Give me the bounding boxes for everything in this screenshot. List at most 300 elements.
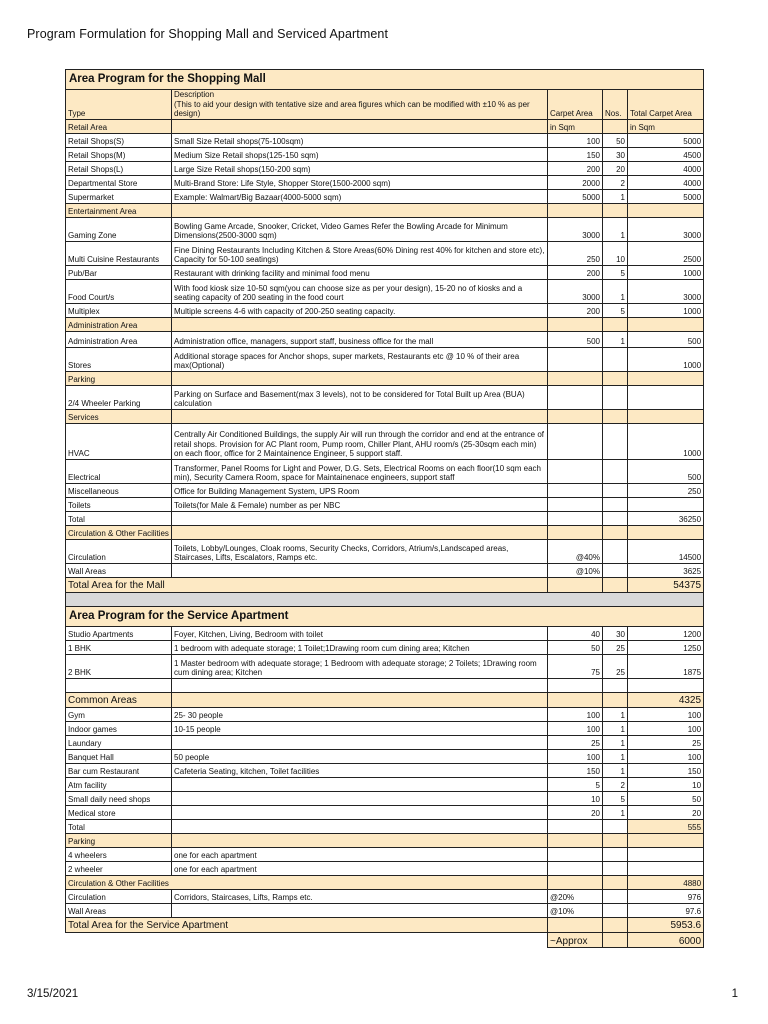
- total-carpet-area-cell: 3000: [628, 217, 704, 241]
- header-description: Description (This to aid your design with tentative size and area figures which can be modified with ±10 % as per design): [172, 90, 548, 120]
- table-cell: [628, 409, 704, 423]
- total-carpet-area-cell: 100: [628, 707, 704, 721]
- description-cell: Centrally Air Conditioned Buildings, the supply Air will run through the corridor and end at the entrance of retail shops. Provision for AC Plant room, Pump room, Chiller Plant, AHU room/s (25-30sqm each min) on each floor, office for 2 Maintainence Engineer, 5 support staff.: [172, 423, 548, 459]
- table-row: [66, 903, 704, 917]
- page-number: 1: [731, 988, 738, 1000]
- unit-label: in Sqm: [548, 119, 603, 133]
- table-cell: [548, 875, 603, 889]
- table-cell: [548, 577, 603, 592]
- table-row: [66, 331, 704, 347]
- carpet-area-cell: 3000: [548, 217, 603, 241]
- total-carpet-area-cell: 150: [628, 763, 704, 777]
- table-row: [66, 217, 704, 241]
- description-cell: Additional storage spaces for Anchor shops, super markets, Restaurants etc @ 10 % of their area max(Optional): [172, 347, 548, 371]
- type-cell: Small daily need shops: [66, 791, 172, 805]
- nos-cell: 1: [603, 735, 628, 749]
- carpet-area-cell: 200: [548, 265, 603, 279]
- total-carpet-area-cell: 1250: [628, 640, 704, 654]
- table-cell: [603, 889, 628, 903]
- section-row-parking: [66, 371, 704, 385]
- carpet-area-cell: 100: [548, 721, 603, 735]
- nos-cell: 5: [603, 303, 628, 317]
- type-cell: Miscellaneous: [66, 483, 172, 497]
- total-carpet-area-cell: 100: [628, 749, 704, 763]
- table-cell: [172, 525, 548, 539]
- description-cell: 1 bedroom with adequate storage; 1 Toilet;1Drawing room cum dining area; Kitchen: [172, 640, 548, 654]
- table-cell: [628, 525, 704, 539]
- description-cell: [172, 511, 548, 525]
- common-total-value: 555: [628, 819, 704, 833]
- description-cell: Multiple screens 4-6 with capacity of 200-250 seating capacity.: [172, 303, 548, 317]
- total-carpet-area-cell: 100: [628, 721, 704, 735]
- description-cell: Multi-Brand Store: Life Style, Shopper Store(1500-2000 sqm): [172, 175, 548, 189]
- carpet-area-cell: @40%: [548, 539, 603, 563]
- description-cell: 50 people: [172, 749, 548, 763]
- carpet-area-cell: 150: [548, 147, 603, 161]
- nos-cell: 1: [603, 217, 628, 241]
- total-carpet-area-cell: 10: [628, 777, 704, 791]
- units-row: [66, 119, 704, 133]
- table-cell: [603, 847, 628, 861]
- type-cell: Administration Area: [66, 331, 172, 347]
- section-row-circulation: [66, 875, 704, 889]
- type-cell: Medical store: [66, 805, 172, 819]
- carpet-area-cell: 5000: [548, 189, 603, 203]
- nos-cell: [603, 347, 628, 371]
- nos-cell: 1: [603, 331, 628, 347]
- table-cell: [628, 861, 704, 875]
- nos-cell: 2: [603, 175, 628, 189]
- carpet-area-cell: 10: [548, 791, 603, 805]
- type-cell: HVAC: [66, 423, 172, 459]
- table-row: [66, 175, 704, 189]
- carpet-area-cell: 150: [548, 763, 603, 777]
- apartment-title-row: [66, 606, 704, 626]
- table-row: [66, 539, 704, 563]
- nos-cell: 1: [603, 721, 628, 735]
- nos-cell: 20: [603, 161, 628, 175]
- table-row: [66, 735, 704, 749]
- table-row: [66, 654, 704, 678]
- description-cell: Toilets, Lobby/Lounges, Cloak rooms, Security Checks, Corridors, Atrium/s,Landscaped areas, Staircases, Lifts, Escalators, Ramps etc.: [172, 539, 548, 563]
- carpet-area-cell: 200: [548, 303, 603, 317]
- total-carpet-area-cell: 500: [628, 459, 704, 483]
- spacer-cell: [66, 592, 704, 606]
- header-nos: Nos.: [603, 90, 628, 120]
- table-row: [66, 626, 704, 640]
- table-cell: [603, 861, 628, 875]
- carpet-area-cell: 25: [548, 735, 603, 749]
- apartment-total-value: 5953.6: [628, 917, 704, 932]
- table-row: [66, 497, 704, 511]
- type-cell: Food Court/s: [66, 279, 172, 303]
- table-cell: [628, 203, 704, 217]
- total-carpet-area-cell: 500: [628, 331, 704, 347]
- nos-cell: 30: [603, 147, 628, 161]
- table-cell: [628, 678, 704, 692]
- description-cell: Administration office, managers, support staff, business office for the mall: [172, 331, 548, 347]
- nos-cell: [603, 563, 628, 577]
- table-cell: [172, 119, 548, 133]
- circulation-total-value: 4880: [628, 875, 704, 889]
- table-cell: [628, 833, 704, 847]
- type-cell: Electrical: [66, 459, 172, 483]
- carpet-area-cell: 3000: [548, 279, 603, 303]
- table-cell: [603, 525, 628, 539]
- table-row: [66, 791, 704, 805]
- table-cell: [603, 932, 628, 947]
- nos-cell: [603, 483, 628, 497]
- type-cell: Multi Cuisine Restaurants: [66, 241, 172, 265]
- spacer-row: [66, 592, 704, 606]
- description-cell: Office for Building Management System, UPS Room: [172, 483, 548, 497]
- type-cell: Retail Shops(L): [66, 161, 172, 175]
- carpet-area-cell: 100: [548, 749, 603, 763]
- table-row: [66, 889, 704, 903]
- table-cell: [628, 847, 704, 861]
- description-cell: Large Size Retail shops(150-200 sqm): [172, 161, 548, 175]
- nos-cell: 30: [603, 626, 628, 640]
- table-cell: [548, 917, 603, 932]
- carpet-area-cell: 500: [548, 331, 603, 347]
- description-cell: Restaurant with drinking facility and minimal food menu: [172, 265, 548, 279]
- total-carpet-area-cell: [628, 497, 704, 511]
- table-cell: [603, 371, 628, 385]
- type-cell: 2 wheeler: [66, 861, 172, 875]
- type-cell: Wall Areas: [66, 903, 172, 917]
- table-cell: [172, 203, 548, 217]
- nos-cell: 1: [603, 749, 628, 763]
- carpet-area-cell: 50: [548, 640, 603, 654]
- total-carpet-area-cell: 5000: [628, 189, 704, 203]
- total-carpet-area-cell: 25: [628, 735, 704, 749]
- nos-cell: 1: [603, 763, 628, 777]
- table-row: [66, 385, 704, 409]
- section-label: Services: [66, 409, 172, 423]
- description-cell: [172, 791, 548, 805]
- table-row: [66, 279, 704, 303]
- carpet-area-cell: @10%: [548, 903, 603, 917]
- description-cell: [172, 563, 548, 577]
- total-carpet-area-cell: 1000: [628, 265, 704, 279]
- nos-cell: [603, 539, 628, 563]
- total-carpet-area-cell: 250: [628, 483, 704, 497]
- section-label: Parking: [66, 371, 172, 385]
- type-cell: Bar cum Restaurant: [66, 763, 172, 777]
- carpet-area-cell: [548, 459, 603, 483]
- description-cell: Transformer, Panel Rooms for Light and Power, D.G. Sets, Electrical Rooms on each floor(10 sqm each min), Security Camera Room, space for Maintainenace engineers, support staff: [172, 459, 548, 483]
- common-areas-row: [66, 692, 704, 707]
- type-cell: Departmental Store: [66, 175, 172, 189]
- type-cell: Multiplex: [66, 303, 172, 317]
- description-cell: Foyer, Kitchen, Living, Bedroom with toilet: [172, 626, 548, 640]
- carpet-area-cell: 250: [548, 241, 603, 265]
- total-carpet-area-cell: 1875: [628, 654, 704, 678]
- approx-row: [66, 932, 704, 947]
- type-cell: Supermarket: [66, 189, 172, 203]
- total-carpet-area-cell: 4000: [628, 161, 704, 175]
- table-cell: [603, 678, 628, 692]
- total-carpet-area-cell: 5000: [628, 133, 704, 147]
- nos-cell: 50: [603, 133, 628, 147]
- table-cell: [172, 692, 548, 707]
- table-cell: [548, 317, 603, 331]
- type-cell: 2 BHK: [66, 654, 172, 678]
- mall-total-row: [66, 577, 704, 592]
- description-cell: Cafeteria Seating, kitchen, Toilet facilities: [172, 763, 548, 777]
- table-cell: [548, 409, 603, 423]
- table-row: [66, 749, 704, 763]
- apartment-section-title: Area Program for the Service Apartment: [66, 606, 704, 626]
- nos-cell: [603, 385, 628, 409]
- table-row: [66, 241, 704, 265]
- section-label: Parking: [66, 833, 172, 847]
- description-cell: [172, 777, 548, 791]
- section-label: Entertainment Area: [66, 203, 172, 217]
- carpet-area-cell: @20%: [548, 889, 603, 903]
- nos-cell: [603, 423, 628, 459]
- table-row: [66, 189, 704, 203]
- nos-cell: 5: [603, 265, 628, 279]
- table-cell: [548, 847, 603, 861]
- total-carpet-area-cell: 1200: [628, 626, 704, 640]
- description-cell: Bowling Game Arcade, Snooker, Cricket, Video Games Refer the Bowling Arcade for Minimum Dimensions(2500-3000 sqm): [172, 217, 548, 241]
- type-cell: Circulation: [66, 889, 172, 903]
- approx-label: ~Approx: [548, 932, 603, 947]
- section-label: Circulation & Other Facilities: [66, 525, 172, 539]
- common-areas-value: 4325: [628, 692, 704, 707]
- type-cell: Banquet Hall: [66, 749, 172, 763]
- type-cell: Retail Shops(S): [66, 133, 172, 147]
- total-carpet-area-cell: 4500: [628, 147, 704, 161]
- section-label: Administration Area: [66, 317, 172, 331]
- table-row: [66, 763, 704, 777]
- table-row: [66, 133, 704, 147]
- carpet-area-cell: 100: [548, 133, 603, 147]
- nos-cell: 25: [603, 654, 628, 678]
- table-cell: [548, 203, 603, 217]
- table-cell: [628, 371, 704, 385]
- nos-cell: 25: [603, 640, 628, 654]
- area-program-table: [65, 69, 704, 948]
- nos-cell: [603, 459, 628, 483]
- common-areas-label: Common Areas: [66, 692, 172, 707]
- table-row: [66, 147, 704, 161]
- description-cell: [172, 805, 548, 819]
- table-row: [66, 483, 704, 497]
- description-cell: Medium Size Retail shops(125-150 sqm): [172, 147, 548, 161]
- description-cell: [172, 735, 548, 749]
- nos-cell: 10: [603, 241, 628, 265]
- table-cell: [603, 819, 628, 833]
- description-cell: 25- 30 people: [172, 707, 548, 721]
- table-cell: [172, 932, 548, 947]
- table-cell: [603, 875, 628, 889]
- total-carpet-area-cell: 1000: [628, 423, 704, 459]
- carpet-area-cell: [548, 347, 603, 371]
- type-cell: 2/4 Wheeler Parking: [66, 385, 172, 409]
- nos-cell: 1: [603, 707, 628, 721]
- approx-value: 6000: [628, 932, 704, 947]
- page-title: Program Formulation for Shopping Mall and Serviced Apartment: [27, 27, 389, 41]
- type-cell: Circulation: [66, 539, 172, 563]
- type-cell: Wall Areas: [66, 563, 172, 577]
- table-cell: [172, 409, 548, 423]
- table-cell: [548, 678, 603, 692]
- table-cell: [172, 678, 548, 692]
- type-cell: 1 BHK: [66, 640, 172, 654]
- table-cell: [548, 833, 603, 847]
- description-cell: Example: Walmart/Big Bazaar(4000-5000 sqm): [172, 189, 548, 203]
- description-cell: one for each apartment: [172, 861, 548, 875]
- table-row: [66, 161, 704, 175]
- mall-total-label: Total Area for the Mall: [66, 577, 548, 592]
- header-total-carpet-area: Total Carpet Area: [628, 90, 704, 120]
- description-cell: 10-15 people: [172, 721, 548, 735]
- table-cell: [66, 678, 172, 692]
- nos-cell: 1: [603, 279, 628, 303]
- nos-cell: 5: [603, 791, 628, 805]
- table-cell: [548, 692, 603, 707]
- table-row: [66, 303, 704, 317]
- type-cell: Laundary: [66, 735, 172, 749]
- total-label: Total: [66, 819, 172, 833]
- type-cell: Total: [66, 511, 172, 525]
- description-cell: Fine Dining Restaurants Including Kitchen & Store Areas(60% Dining rest 40% for kitchen and store etc), Capacity for 50-100 seatings): [172, 241, 548, 265]
- description-cell: [172, 903, 548, 917]
- header-row: [66, 90, 704, 120]
- table-row: [66, 459, 704, 483]
- type-cell: Retail Shops(M): [66, 147, 172, 161]
- section-row-circulation: [66, 525, 704, 539]
- type-cell: Gym: [66, 707, 172, 721]
- total-carpet-area-cell: 14500: [628, 539, 704, 563]
- table-cell: [603, 203, 628, 217]
- table-row: [66, 347, 704, 371]
- total-carpet-area-cell: 97.6: [628, 903, 704, 917]
- carpet-area-cell: [548, 497, 603, 511]
- table-row: [66, 640, 704, 654]
- spacer-row: [66, 678, 704, 692]
- table-cell: [603, 917, 628, 932]
- total-carpet-area-cell: 3625: [628, 563, 704, 577]
- table-row: [66, 265, 704, 279]
- table-row: [66, 847, 704, 861]
- description-cell: one for each apartment: [172, 847, 548, 861]
- type-cell: Studio Apartments: [66, 626, 172, 640]
- description-cell: 1 Master bedroom with adequate storage; 1 Bedroom with adequate storage; 2 Toilets; 1Drawing room cum dining area; Kitchen: [172, 654, 548, 678]
- table-cell: [172, 317, 548, 331]
- table-row: [66, 777, 704, 791]
- description-cell: Small Size Retail shops(75-100sqm): [172, 133, 548, 147]
- table-cell: [603, 833, 628, 847]
- description-cell: With food kiosk size 10-50 sqm(you can choose size as per your design), 15-20 no of kiosks and a seating capacity of 200 seating in the food court: [172, 279, 548, 303]
- carpet-area-cell: 2000: [548, 175, 603, 189]
- common-total-row: [66, 819, 704, 833]
- type-cell: Stores: [66, 347, 172, 371]
- table-cell: [172, 833, 548, 847]
- table-row: [66, 423, 704, 459]
- type-cell: Gaming Zone: [66, 217, 172, 241]
- total-carpet-area-cell: 36250: [628, 511, 704, 525]
- unit-label: in Sqm: [628, 119, 704, 133]
- mall-total-value: 54375: [628, 577, 704, 592]
- mall-title-row: [66, 70, 704, 90]
- table-cell: [548, 525, 603, 539]
- table-row: [66, 805, 704, 819]
- nos-cell: 2: [603, 777, 628, 791]
- table-row: [66, 861, 704, 875]
- apartment-total-row: [66, 917, 704, 932]
- table-cell: [603, 317, 628, 331]
- table-cell: [603, 409, 628, 423]
- table-cell: [628, 317, 704, 331]
- type-cell: Pub/Bar: [66, 265, 172, 279]
- section-row-services: [66, 409, 704, 423]
- carpet-area-cell: [548, 483, 603, 497]
- table-row: [66, 563, 704, 577]
- section-row-entertainment: [66, 203, 704, 217]
- carpet-area-cell: [548, 423, 603, 459]
- section-row-administration: [66, 317, 704, 331]
- carpet-area-cell: 200: [548, 161, 603, 175]
- carpet-area-cell: 20: [548, 805, 603, 819]
- table-cell: [172, 819, 548, 833]
- type-cell: Indoor games: [66, 721, 172, 735]
- table-cell: [548, 819, 603, 833]
- table-cell: [603, 903, 628, 917]
- header-type: Type: [66, 90, 172, 120]
- table-cell: [172, 371, 548, 385]
- section-label: Circulation & Other Facilities: [66, 875, 548, 889]
- total-carpet-area-cell: 20: [628, 805, 704, 819]
- table-cell: [603, 692, 628, 707]
- total-carpet-area-cell: 2500: [628, 241, 704, 265]
- carpet-area-cell: 75: [548, 654, 603, 678]
- carpet-area-cell: 40: [548, 626, 603, 640]
- total-carpet-area-cell: 1000: [628, 347, 704, 371]
- table-cell: [66, 932, 172, 947]
- mall-section-title: Area Program for the Shopping Mall: [66, 70, 704, 90]
- table-row: [66, 511, 704, 525]
- total-carpet-area-cell: 3000: [628, 279, 704, 303]
- total-carpet-area-cell: 50: [628, 791, 704, 805]
- total-carpet-area-cell: [628, 385, 704, 409]
- carpet-area-cell: [548, 511, 603, 525]
- carpet-area-cell: @10%: [548, 563, 603, 577]
- carpet-area-cell: 5: [548, 777, 603, 791]
- description-cell: Corridors, Staircases, Lifts, Ramps etc.: [172, 889, 548, 903]
- type-cell: Atm facility: [66, 777, 172, 791]
- section-label: Retail Area: [66, 119, 172, 133]
- description-cell: Toilets(for Male & Female) number as per NBC: [172, 497, 548, 511]
- total-carpet-area-cell: 4000: [628, 175, 704, 189]
- nos-cell: [603, 497, 628, 511]
- type-cell: 4 wheelers: [66, 847, 172, 861]
- nos-cell: [603, 511, 628, 525]
- table-cell: [548, 861, 603, 875]
- nos-cell: 1: [603, 805, 628, 819]
- total-carpet-area-cell: 976: [628, 889, 704, 903]
- carpet-area-cell: [548, 385, 603, 409]
- table-row: [66, 721, 704, 735]
- apartment-total-label: Total Area for the Service Apartment: [66, 917, 548, 932]
- nos-cell: 1: [603, 189, 628, 203]
- section-row-parking: [66, 833, 704, 847]
- table-cell: [603, 119, 628, 133]
- total-carpet-area-cell: 1000: [628, 303, 704, 317]
- table-row: [66, 707, 704, 721]
